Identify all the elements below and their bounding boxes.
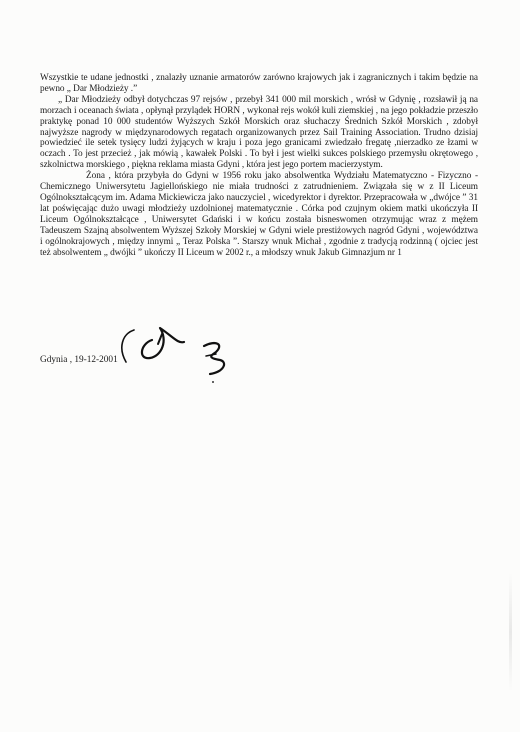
date-place-line: Gdynia , 19-12-2001 [40, 355, 118, 365]
handwritten-signature [112, 318, 242, 388]
scan-edge-shadow [509, 572, 512, 692]
letter-body [40, 73, 478, 258]
paragraph-family: Żona , która przybyła do Gdyni w 1956 roku jako absolwentka Wydziału Matematyczno - Fizyczno - Chemicznego Uniwersytetu Jagiellońskiego nie miała trudności z zatrudnieniem. Związała się w z II Liceum Ogólnokształcącym im. Adama Mickiewicza jako nauczyciel , wicedyrektor i dyrektor. Przepracowała w „dwójce ” 31 lat poświęcając dużo uwagi młodzieży uzdolnionej matematycznie . Córka pod czujnym okiem matki ukończyła II Liceum Ogólnokształcące , Uniwersytet Gdański i w końcu została bisneswomen otrzymując wraz z mężem Tadeuszem Szajną absolwentem Wyższej Szkoły Morskiej w Gdyni wiele prestiżowych nagród Gdyni , województwa i ogólnokrajowych , między innymi „ Teraz Polska ”. Starszy wnuk Michał , zgodnie z tradycją rodzinną ( ojciec jest też absolwentem „ dwójki ” ukończy II Liceum w 2002 r., a młodszy wnuk Jakub Gimnazjum nr 1 [40, 171, 478, 258]
paragraph-dar-mlodziezy: „ Dar Młodzieży odbył dotychczas 97 rejsów , przebył 341 000 mil morskich , wrósł w Gdynię , rozsławił ją na morzach i oceanach świata , opłynął przylądek HORN , wykonał rejs wokół kuli ziemskiej , na jego pokładzie przeszło praktykę ponad 10 000 studentów Wyższych Szkół Morskich oraz słuchaczy Średnich Szkół Morskich , zdobył najwyższe nagrody w międzynarodowych regatach organizowanych przez Sail Training Association. Trudno dzisiaj powiedzieć ile setek tysięcy ludzi żyjących w kraju i poza jego granicami zwiedzało fregatę ,nierzadko ze łzami w oczach . To jest przecież , jak mówią , kawałek Polski . To był i jest wielki sukces polskiego przemysłu okrętowego , szkolnictwa morskiego , piękna reklama miasta Gdyni , która jest jego portem macierzystym. [40, 94, 478, 171]
paragraph-awards: Wszystkie te udane jednostki , znalazły uznanie armatorów zarówno krajowych jak i zagranicznych i takim będzie na pewno „ Dar Młodzieży .” [40, 73, 478, 94]
